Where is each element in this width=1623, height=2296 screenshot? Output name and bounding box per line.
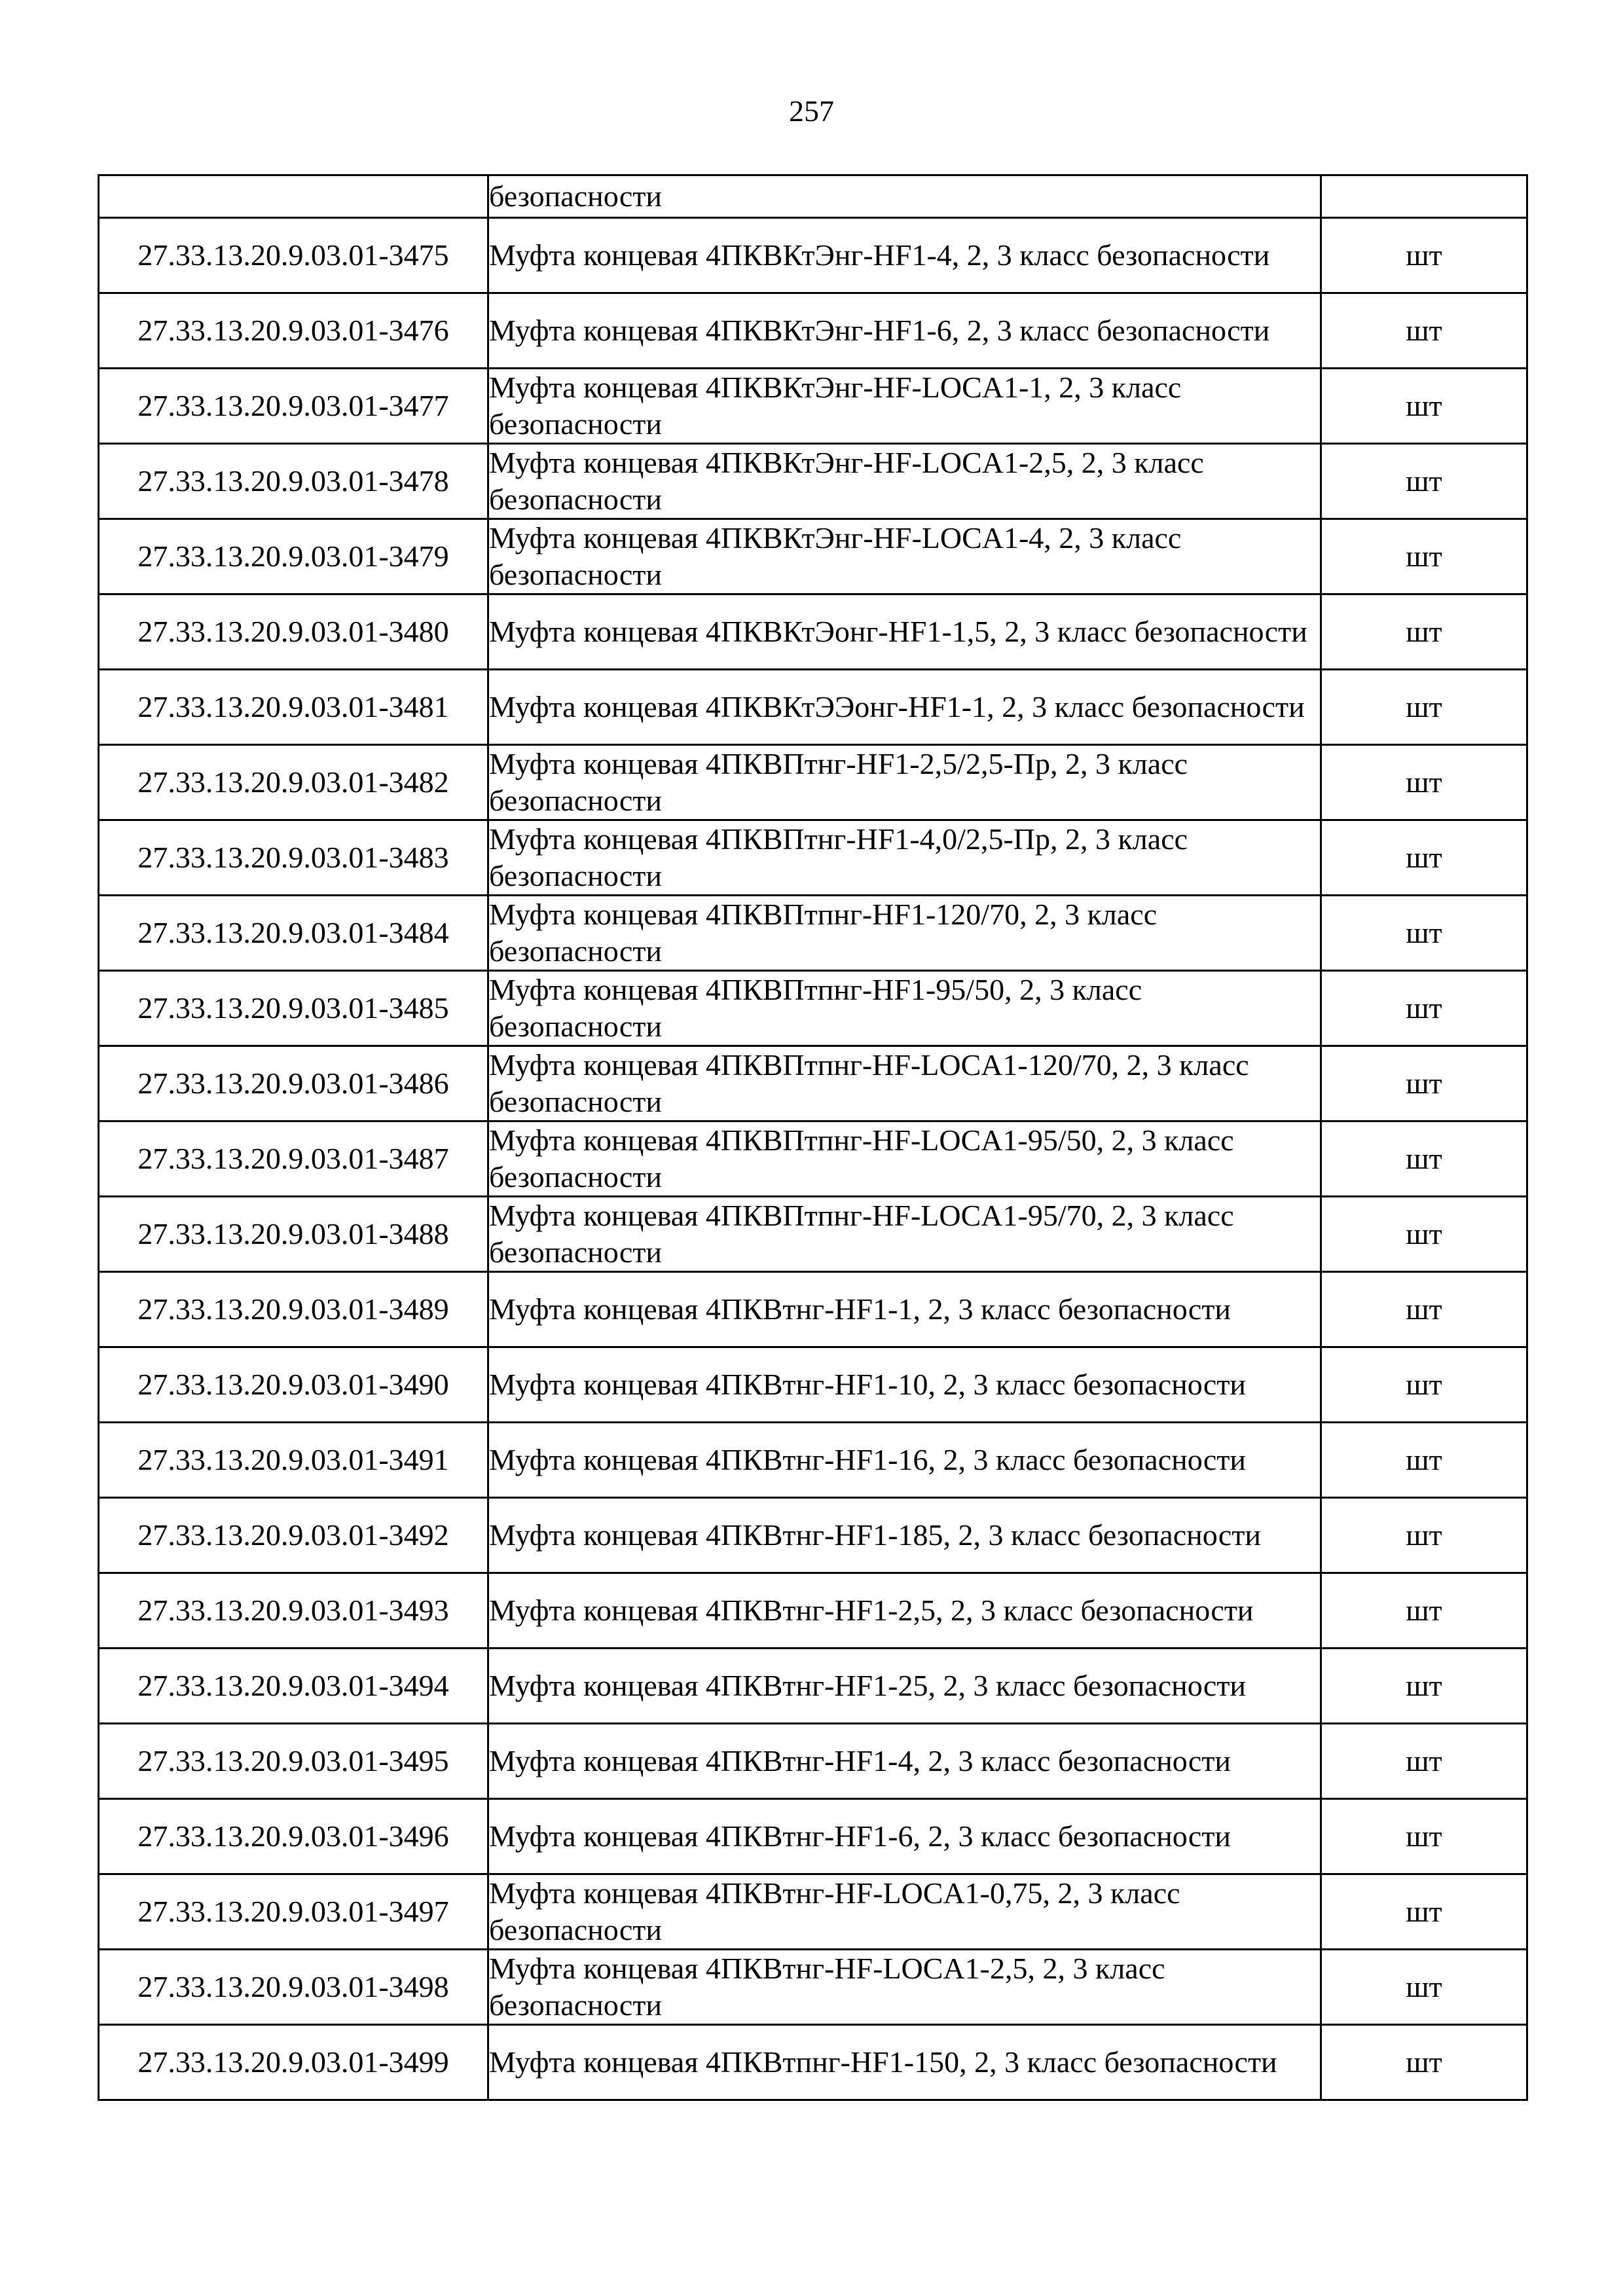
unit-cell: шт — [1321, 896, 1527, 971]
table-row — [99, 594, 1527, 670]
name-cell: Муфта концевая 4ПКВтнг-HF-LOCA1-2,5, 2, 3 класс безопасности — [488, 1950, 1321, 2025]
name-cell: Муфта концевая 4ПКВПтпнг-HF1-95/50, 2, 3 класс безопасности — [488, 971, 1321, 1046]
name-cell: Муфта концевая 4ПКВтпнг-HF1-150, 2, 3 класс безопасности — [488, 2025, 1321, 2100]
code-cell: 27.33.13.20.9.03.01-3475 — [99, 218, 488, 293]
unit-cell: шт — [1321, 519, 1527, 594]
name-cell: Муфта концевая 4ПКВКтЭЭонг-HF1-1, 2, 3 класс безопасности — [488, 670, 1321, 745]
unit-cell: шт — [1321, 1197, 1527, 1272]
name-cell: Муфта концевая 4ПКВПтнг-HF1-4,0/2,5-Пр, 2, 3 класс безопасности — [488, 820, 1321, 896]
table-row — [99, 1799, 1527, 1874]
name-cell: Муфта концевая 4ПКВПтпнг-HF-LOCA1-120/70, 2, 3 класс безопасности — [488, 1046, 1321, 1121]
name-cell: Муфта концевая 4ПКВКтЭнг-HF1-4, 2, 3 класс безопасности — [488, 218, 1321, 293]
unit-cell: шт — [1321, 1046, 1527, 1121]
name-cell: Муфта концевая 4ПКВКтЭнг-HF-LOCA1-2,5, 2, 3 класс безопасности — [488, 444, 1321, 519]
table-row — [99, 670, 1527, 745]
code-cell: 27.33.13.20.9.03.01-3485 — [99, 971, 488, 1046]
table-row — [99, 218, 1527, 293]
code-cell: 27.33.13.20.9.03.01-3477 — [99, 369, 488, 444]
name-cell: безопасности — [488, 175, 1321, 218]
unit-cell: шт — [1321, 820, 1527, 896]
name-cell: Муфта концевая 4ПКВКтЭонг-HF1-1,5, 2, 3 класс безопасности — [488, 594, 1321, 670]
unit-cell: шт — [1321, 1423, 1527, 1498]
code-cell: 27.33.13.20.9.03.01-3479 — [99, 519, 488, 594]
code-cell — [99, 175, 488, 218]
code-cell: 27.33.13.20.9.03.01-3483 — [99, 820, 488, 896]
name-cell: Муфта концевая 4ПКВтнг-HF1-25, 2, 3 класс безопасности — [488, 1649, 1321, 1724]
table-row — [99, 1121, 1527, 1197]
name-cell: Муфта концевая 4ПКВКтЭнг-HF-LOCA1-1, 2, 3 класс безопасности — [488, 369, 1321, 444]
table-row — [99, 820, 1527, 896]
code-cell: 27.33.13.20.9.03.01-3491 — [99, 1423, 488, 1498]
table-row — [99, 971, 1527, 1046]
code-cell: 27.33.13.20.9.03.01-3476 — [99, 293, 488, 369]
unit-cell: шт — [1321, 670, 1527, 745]
unit-cell: шт — [1321, 369, 1527, 444]
table-row — [99, 1498, 1527, 1573]
unit-cell: шт — [1321, 1724, 1527, 1799]
name-cell: Муфта концевая 4ПКВтнг-HF1-2,5, 2, 3 класс безопасности — [488, 1573, 1321, 1649]
unit-cell: шт — [1321, 2025, 1527, 2100]
table-row — [99, 1272, 1527, 1347]
unit-cell: шт — [1321, 218, 1527, 293]
table-row — [99, 896, 1527, 971]
unit-cell: шт — [1321, 745, 1527, 820]
table-row — [99, 293, 1527, 369]
code-cell: 27.33.13.20.9.03.01-3487 — [99, 1121, 488, 1197]
table-row — [99, 369, 1527, 444]
code-cell: 27.33.13.20.9.03.01-3484 — [99, 896, 488, 971]
code-cell: 27.33.13.20.9.03.01-3478 — [99, 444, 488, 519]
name-cell: Муфта концевая 4ПКВтнг-HF1-6, 2, 3 класс безопасности — [488, 1799, 1321, 1874]
table-row — [99, 519, 1527, 594]
code-cell: 27.33.13.20.9.03.01-3481 — [99, 670, 488, 745]
unit-cell — [1321, 175, 1527, 218]
code-cell: 27.33.13.20.9.03.01-3493 — [99, 1573, 488, 1649]
code-cell: 27.33.13.20.9.03.01-3499 — [99, 2025, 488, 2100]
table-row — [99, 1950, 1527, 2025]
page-number: 257 — [789, 94, 834, 128]
code-cell: 27.33.13.20.9.03.01-3492 — [99, 1498, 488, 1573]
name-cell: Муфта концевая 4ПКВПтпнг-HF-LOCA1-95/50, 2, 3 класс безопасности — [488, 1121, 1321, 1197]
table-row — [99, 2025, 1527, 2100]
unit-cell: шт — [1321, 1347, 1527, 1423]
code-cell: 27.33.13.20.9.03.01-3494 — [99, 1649, 488, 1724]
unit-cell: шт — [1321, 1573, 1527, 1649]
name-cell: Муфта концевая 4ПКВКтЭнг-HF1-6, 2, 3 класс безопасности — [488, 293, 1321, 369]
unit-cell: шт — [1321, 1799, 1527, 1874]
name-cell: Муфта концевая 4ПКВПтнг-HF1-2,5/2,5-Пр, 2, 3 класс безопасности — [488, 745, 1321, 820]
table-row — [99, 1649, 1527, 1724]
table-row — [99, 1046, 1527, 1121]
resource-table — [98, 174, 1528, 2101]
unit-cell: шт — [1321, 1874, 1527, 1950]
unit-cell: шт — [1321, 594, 1527, 670]
code-cell: 27.33.13.20.9.03.01-3496 — [99, 1799, 488, 1874]
unit-cell: шт — [1321, 444, 1527, 519]
code-cell: 27.33.13.20.9.03.01-3489 — [99, 1272, 488, 1347]
code-cell: 27.33.13.20.9.03.01-3495 — [99, 1724, 488, 1799]
unit-cell: шт — [1321, 1121, 1527, 1197]
table-row — [99, 745, 1527, 820]
name-cell: Муфта концевая 4ПКВПтпнг-HF-LOCA1-95/70, 2, 3 класс безопасности — [488, 1197, 1321, 1272]
table-row — [99, 1874, 1527, 1950]
name-cell: Муфта концевая 4ПКВтнг-HF-LOCA1-0,75, 2, 3 класс безопасности — [488, 1874, 1321, 1950]
table-row — [99, 444, 1527, 519]
code-cell: 27.33.13.20.9.03.01-3498 — [99, 1950, 488, 2025]
table-row — [99, 1347, 1527, 1423]
unit-cell: шт — [1321, 1272, 1527, 1347]
name-cell: Муфта концевая 4ПКВтнг-HF1-16, 2, 3 класс безопасности — [488, 1423, 1321, 1498]
code-cell: 27.33.13.20.9.03.01-3482 — [99, 745, 488, 820]
table-row — [99, 1197, 1527, 1272]
unit-cell: шт — [1321, 1498, 1527, 1573]
code-cell: 27.33.13.20.9.03.01-3486 — [99, 1046, 488, 1121]
code-cell: 27.33.13.20.9.03.01-3490 — [99, 1347, 488, 1423]
table-row-continuation — [99, 175, 1527, 218]
name-cell: Муфта концевая 4ПКВКтЭнг-HF-LOCA1-4, 2, 3 класс безопасности — [488, 519, 1321, 594]
name-cell: Муфта концевая 4ПКВПтпнг-HF1-120/70, 2, 3 класс безопасности — [488, 896, 1321, 971]
name-cell: Муфта концевая 4ПКВтнг-HF1-4, 2, 3 класс безопасности — [488, 1724, 1321, 1799]
table-body — [99, 175, 1527, 2100]
unit-cell: шт — [1321, 971, 1527, 1046]
code-cell: 27.33.13.20.9.03.01-3488 — [99, 1197, 488, 1272]
table-row — [99, 1724, 1527, 1799]
code-cell: 27.33.13.20.9.03.01-3497 — [99, 1874, 488, 1950]
unit-cell: шт — [1321, 1950, 1527, 2025]
table-row — [99, 1423, 1527, 1498]
name-cell: Муфта концевая 4ПКВтнг-HF1-10, 2, 3 класс безопасности — [488, 1347, 1321, 1423]
name-cell: Муфта концевая 4ПКВтнг-HF1-185, 2, 3 класс безопасности — [488, 1498, 1321, 1573]
code-cell: 27.33.13.20.9.03.01-3480 — [99, 594, 488, 670]
name-cell: Муфта концевая 4ПКВтнг-HF1-1, 2, 3 класс безопасности — [488, 1272, 1321, 1347]
table-row — [99, 1573, 1527, 1649]
unit-cell: шт — [1321, 293, 1527, 369]
unit-cell: шт — [1321, 1649, 1527, 1724]
